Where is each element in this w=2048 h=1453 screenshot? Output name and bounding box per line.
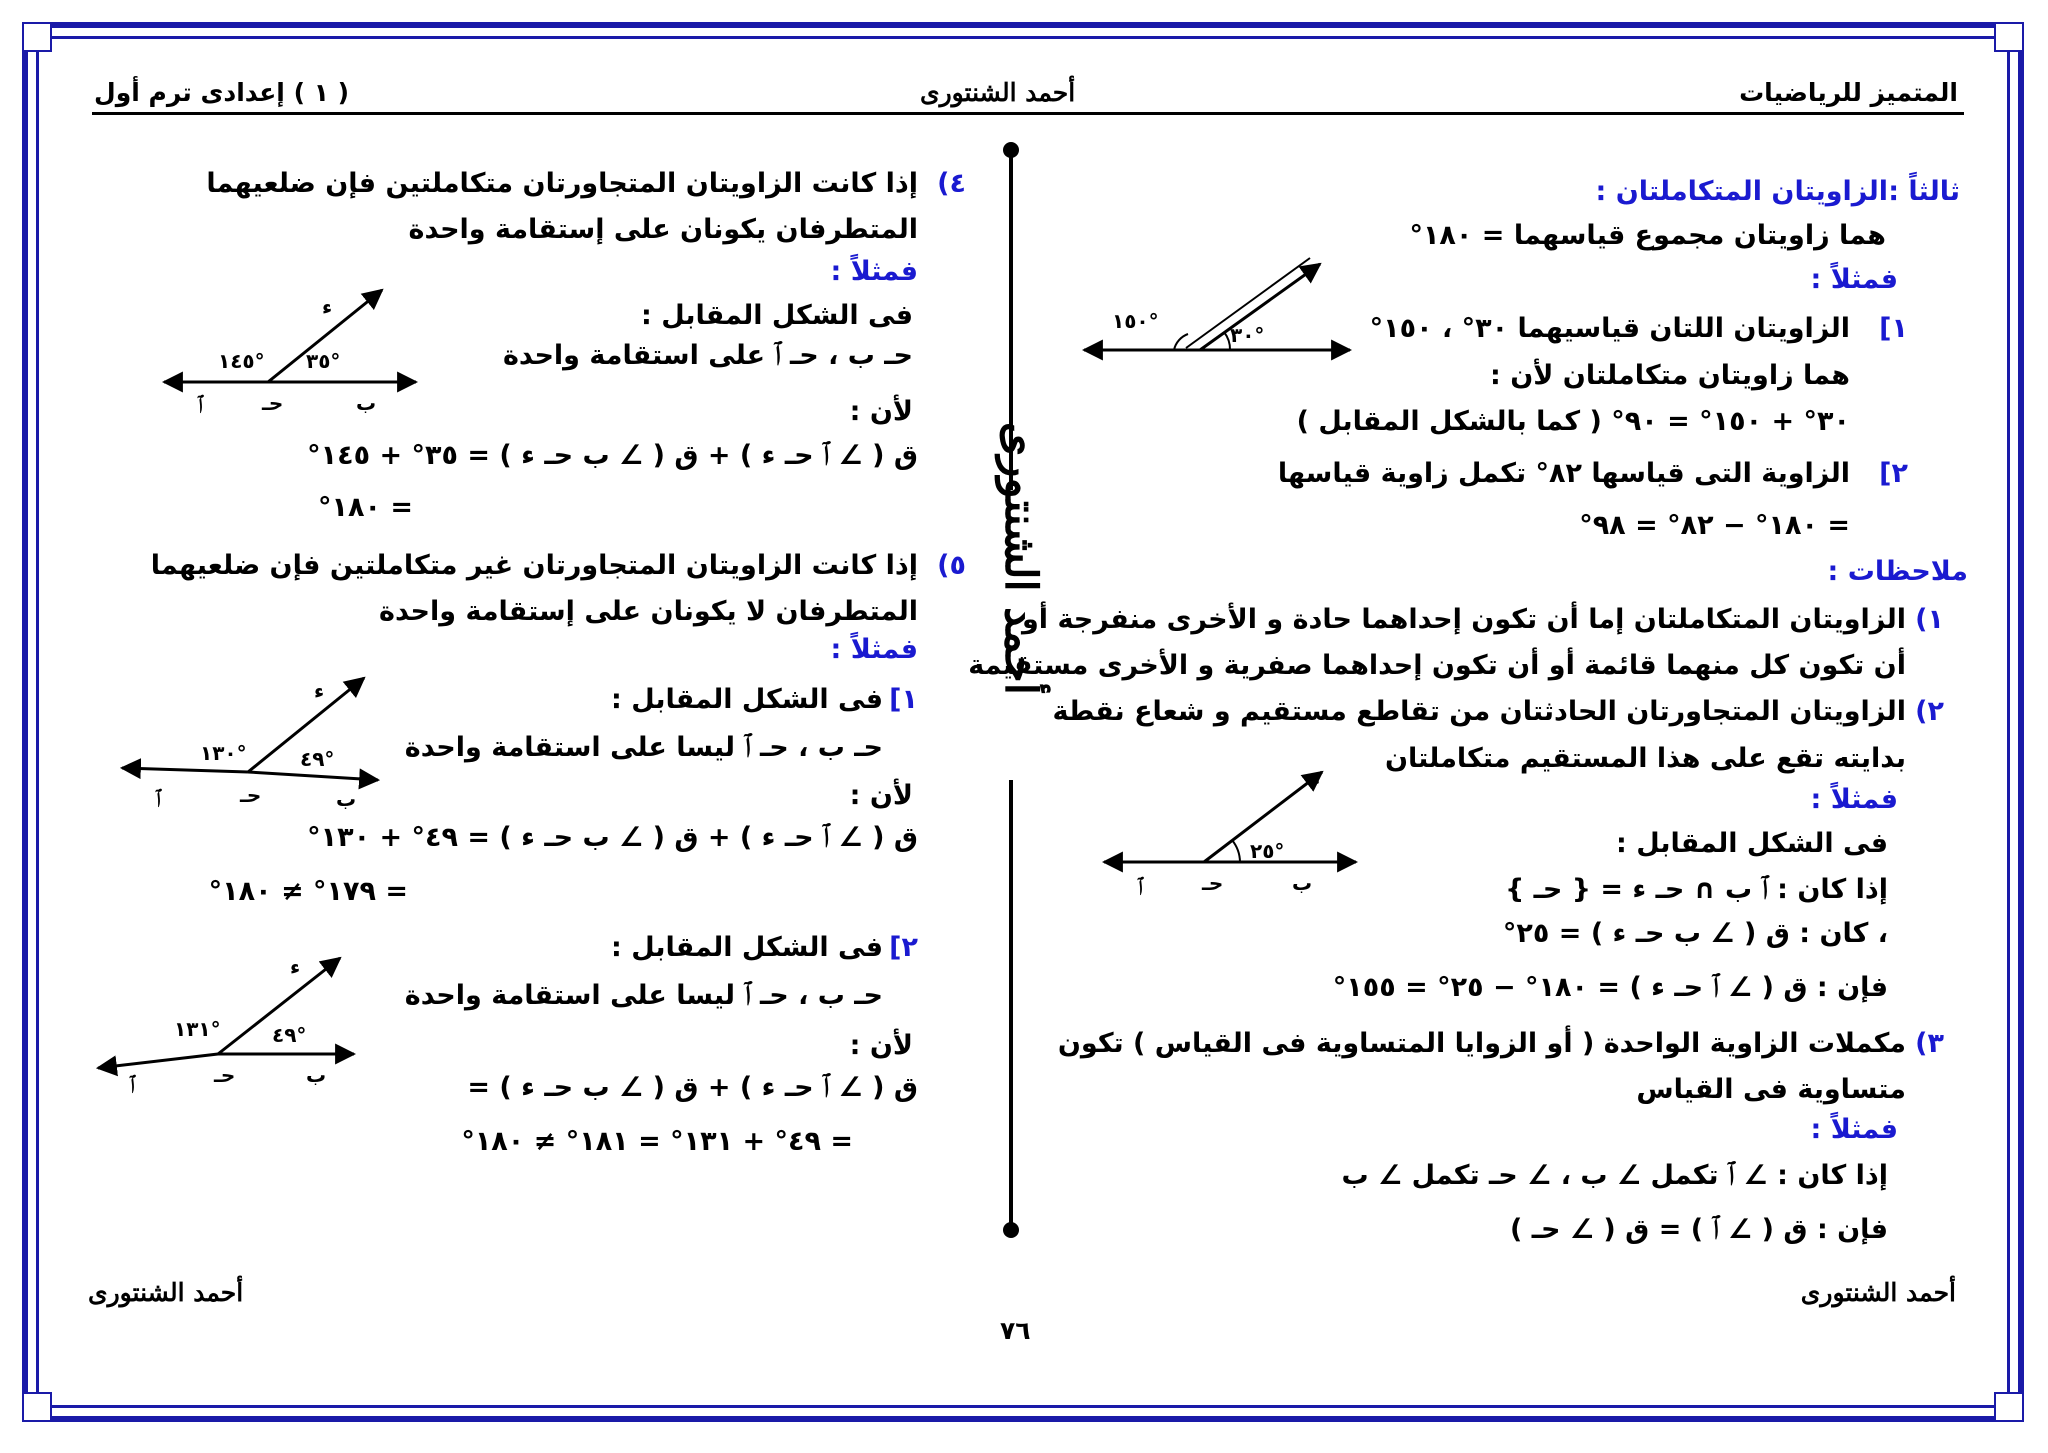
frame-corner xyxy=(22,1392,52,1422)
fig2-point-a: ﭐ xyxy=(198,393,203,417)
header-brand: المتميز للرياضيات xyxy=(1739,78,1958,107)
frame-corner xyxy=(1994,1392,2024,1422)
notes-title: ملاحظات : xyxy=(1827,556,1968,587)
fig2-angle-b: ٣٥° xyxy=(306,349,341,373)
p4-example: فمثلاً : xyxy=(830,256,918,287)
p5a-eq1: ق ( ∠ ﭐ حـ ء ) + ق ( ∠ ب حـ ء ) = ٤٩° + ١٣٠° xyxy=(307,822,918,853)
ray-cb xyxy=(248,772,378,780)
p5-number: ٥) xyxy=(937,550,966,581)
note3-example: فمثلاً : xyxy=(1810,1114,1898,1145)
page-number: ٧٦ xyxy=(1000,1316,1031,1345)
p5b-because: لأن : xyxy=(849,1030,913,1061)
ex1-line1: الزاويتان اللتان قياسيهما ٣٠° ، ١٥٠° xyxy=(1369,313,1850,344)
p5a-rays: حـ ب ، حـ ﭐ ليسا على استقامة واحدة xyxy=(404,732,883,763)
p4-figure-ref: فى الشكل المقابل : xyxy=(641,300,913,331)
frame-corner xyxy=(1994,22,2024,52)
divider-dot-bottom xyxy=(1003,1222,1019,1238)
fig2-angle-a: ١٤٥° xyxy=(218,349,265,373)
note2-example: فمثلاً : xyxy=(1810,784,1898,815)
fig2-point-d: ء xyxy=(322,295,333,319)
p5-example: فمثلاً : xyxy=(830,634,918,665)
p4-because: لأن : xyxy=(849,396,913,427)
p5a-eq2: = ١٧٩° ≠ ١٨٠° xyxy=(208,876,408,907)
fig3-point-d: ء xyxy=(1310,767,1321,791)
ex1-line3: ٣٠° + ١٥٠° = ٩٠° ( كما بالشكل المقابل ) xyxy=(1296,406,1850,437)
p5-line1: إذا كانت الزاويتان المتجاورتان غير متكاملتين فإن ضلعيهما xyxy=(150,550,918,581)
note2-given: ، كان : ق ( ∠ ب حـ ء ) = ٢٥° xyxy=(1502,918,1888,949)
note1-line2: أن تكون كل منهما قائمة أو أن تكون إحداهما صفرية و الأخرى مستقيمة xyxy=(968,650,1906,681)
note2-then: فإن : ق ( ∠ ﭐ حـ ء ) = ١٨٠° − ٢٥° = ١٥٥° xyxy=(1332,972,1888,1003)
note2-figure-ref: فى الشكل المقابل : xyxy=(1616,828,1888,859)
p5a-number: ١] xyxy=(889,684,918,715)
note2-number: ٢) xyxy=(1915,696,1944,727)
footer-author-right: أحمد الشنتورى xyxy=(1800,1278,1956,1307)
note3-line2: متساوية فى القياس xyxy=(1636,1074,1906,1105)
header-author: أحمد الشنتورى xyxy=(920,78,1076,107)
section-title: الزاويتان المتكاملتان : xyxy=(1595,176,1888,207)
divider-dot-top xyxy=(1003,142,1019,158)
fig5-point-d: ء xyxy=(290,955,301,979)
p5b-number: ٢] xyxy=(889,932,918,963)
fig4-point-c: حـ xyxy=(240,783,262,807)
definition-text: هما زاويتان مجموع قياسهما = ١٨٠° xyxy=(1409,220,1886,251)
note3-line1: مكملات الزاوية الواحدة ( أو الزوايا المتساوية فى القياس ) تكون xyxy=(1057,1028,1906,1059)
note3-then: فإن : ق ( ∠ ﭐ ) = ق ( ∠ حـ ) xyxy=(1510,1214,1888,1245)
p4-line1: إذا كانت الزاويتان المتجاورتان متكاملتين فإن ضلعيهما xyxy=(206,168,918,199)
fig5-point-a: ﭐ xyxy=(130,1073,135,1097)
ex1-number: ١] xyxy=(1879,313,1908,344)
figure-supplementary-150-30 xyxy=(1080,250,1360,370)
note1-line1: الزاويتان المتكاملتان إما أن تكون إحداهما حادة و الأخرى منفرجة أو xyxy=(1022,604,1906,635)
header-rule xyxy=(92,112,1964,115)
note2-if: إذا كان : ﭐ ب ∩ حـ ء = { حـ } xyxy=(1505,874,1888,905)
fig4-point-d: ء xyxy=(314,679,325,703)
fig2-point-b: ب xyxy=(356,391,377,415)
note3-if: إذا كان : ∠ ﭐ تكمل ∠ ب ، ∠ حـ تكمل ∠ ب xyxy=(1341,1160,1888,1191)
example-label: فمثلاً : xyxy=(1810,264,1898,295)
section-prefix: ثالثاً : xyxy=(1888,176,1960,207)
fig4-point-a: ﭐ xyxy=(156,787,161,811)
fig3-point-b: ب xyxy=(1292,871,1313,895)
p4-eq2: = ١٨٠° xyxy=(318,492,413,523)
p5a-because: لأن : xyxy=(849,780,913,811)
footer-author-left: أحمد الشنتورى xyxy=(88,1278,244,1307)
ex2-number: ٢] xyxy=(1879,458,1908,489)
frame-corner xyxy=(22,22,52,52)
p5b-eq1: ق ( ∠ ﭐ حـ ء ) + ق ( ∠ ب حـ ء ) = xyxy=(467,1072,918,1103)
header-grade: ( ١ ) إعدادى ترم أول xyxy=(94,78,350,107)
note1-number: ١) xyxy=(1915,604,1944,635)
fig3-point-c: حـ xyxy=(1202,871,1224,895)
ex1-line2: هما زاويتان متكاملتان لأن : xyxy=(1490,360,1850,391)
p4-rays: حـ ب ، حـ ﭐ على استقامة واحدة xyxy=(502,340,913,371)
p5b-rays: حـ ب ، حـ ﭐ ليسا على استقامة واحدة xyxy=(404,980,883,1011)
note3-number: ٣) xyxy=(1915,1028,1944,1059)
note2-line2: بدايته تقع على هذا المستقيم متكاملتان xyxy=(1384,743,1906,774)
note2-line1: الزاويتان المتجاورتان الحادثتان من تقاطع مستقيم و شعاع نقطة xyxy=(1052,696,1906,727)
fig1-angle-b: ٣٠° xyxy=(1230,323,1265,347)
fig5-angle-a: ١٣١° xyxy=(174,1017,221,1041)
figure-adjacent-145-35 xyxy=(160,284,420,417)
p4-eq1: ق ( ∠ ﭐ حـ ء ) + ق ( ∠ ب حـ ء ) = ٣٥° + ١٤٥° xyxy=(307,440,918,471)
p5a-figure-ref: فى الشكل المقابل : xyxy=(611,684,883,715)
p5-line2: المتطرفان لا يكونان على إستقامة واحدة xyxy=(379,596,918,627)
fig1-angle-a: ١٥٠° xyxy=(1112,309,1159,333)
ray-ca xyxy=(98,1054,218,1068)
spine-author-name: أحمد الشنتورى xyxy=(995,421,1046,695)
fig3-angle: ٢٥° xyxy=(1250,839,1285,863)
ex2-line1: الزاوية التى قياسها ٨٢° تكمل زاوية قياسها xyxy=(1277,458,1850,489)
fig5-point-c: حـ xyxy=(214,1063,236,1087)
ex2-line2: = ١٨٠° − ٨٢° = ٩٨° xyxy=(1579,510,1850,541)
p5b-eq2: = ٤٩° + ١٣١° = ١٨١° ≠ ١٨٠° xyxy=(461,1126,853,1157)
fig3-point-a: ﭐ xyxy=(1138,875,1143,899)
fig4-angle-b: ٤٩° xyxy=(300,747,335,771)
figure-adjacent-25 xyxy=(1100,767,1360,900)
p5b-figure-ref: فى الشكل المقابل : xyxy=(611,932,883,963)
ray-ca xyxy=(122,768,248,772)
p4-number: ٤) xyxy=(937,168,966,199)
figure-nonsupplementary-130-49 xyxy=(118,676,388,816)
fig2-point-c: حـ xyxy=(262,391,284,415)
fig4-angle-a: ١٣٠° xyxy=(200,741,247,765)
p4-line2: المتطرفان يكونان على إستقامة واحدة xyxy=(408,214,918,245)
figure-nonsupplementary-131-49 xyxy=(94,950,364,1100)
fig5-point-b: ب xyxy=(306,1063,327,1087)
fig4-point-b: ب xyxy=(336,787,357,811)
fig5-angle-b: ٤٩° xyxy=(272,1023,307,1047)
